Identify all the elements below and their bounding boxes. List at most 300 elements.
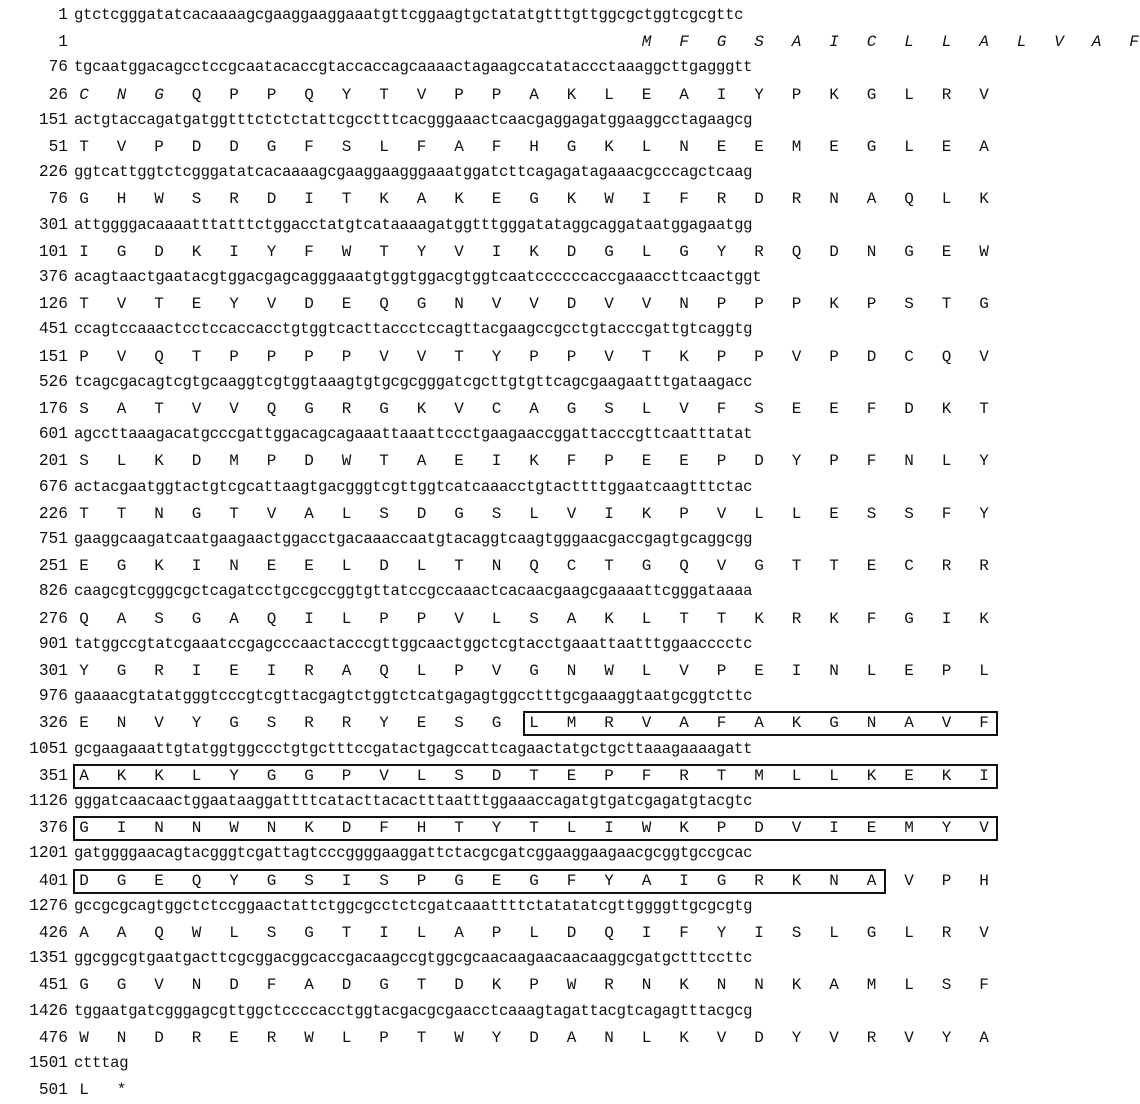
amino-acid-residue: V: [454, 399, 464, 418]
amino-acid-residue: D: [341, 819, 352, 838]
nucleotide-position: 601: [38, 425, 68, 444]
amino-acid-residue: Q: [791, 242, 802, 261]
amino-acid-residue: R: [866, 1028, 877, 1047]
amino-acid-residue: N: [116, 714, 127, 733]
nucleotide-sequence: gggatcaacaactggaataaggattttcatacttacactttaatttggaaaccagatgtgatcgagatgtacgtc: [74, 792, 753, 810]
amino-acid-residue: V: [641, 295, 652, 314]
amino-acid-residue: Y: [229, 766, 239, 785]
nucleotide-position: 826: [38, 582, 68, 601]
amino-acid-residue: W: [229, 819, 239, 838]
amino-acid-residue: N: [829, 190, 839, 209]
amino-acid-sequence: [78, 972, 1018, 999]
amino-acid-residue: D: [754, 452, 764, 471]
amino-acid-residue: P: [416, 871, 427, 890]
amino-acid-residue: T: [341, 190, 352, 209]
amino-acid-sequence: [78, 239, 1018, 266]
nucleotide-sequence: agccttaaagacatgcccgattggacagcagaaattaaattccctgaagaaccggattacccgttcaatttatat: [74, 425, 753, 444]
amino-acid-residue: L: [604, 85, 614, 104]
amino-acid-residue: D: [491, 766, 502, 785]
amino-acid-position: 501: [38, 1081, 68, 1100]
amino-acid-residue: Q: [379, 661, 389, 680]
amino-acid-residue: R: [154, 661, 164, 680]
amino-acid-residue: F: [716, 714, 727, 733]
amino-acid-residue: R: [604, 714, 614, 733]
nucleotide-row: [0, 578, 1024, 605]
amino-acid-row: [0, 606, 1024, 633]
amino-acid-residue: S: [79, 399, 89, 418]
amino-acid-residue: A: [1091, 33, 1102, 52]
amino-acid-residue: E: [829, 504, 839, 523]
amino-acid-residue: L: [754, 504, 764, 523]
amino-acid-residue: F: [266, 976, 277, 995]
amino-acid-residue: E: [154, 871, 164, 890]
amino-acid-sequence: [78, 29, 1139, 56]
amino-acid-residue: F: [679, 923, 689, 942]
amino-acid-residue: D: [191, 452, 202, 471]
amino-acid-residue: P: [716, 347, 727, 366]
amino-acid-residue: R: [941, 557, 952, 576]
amino-acid-residue: F: [866, 609, 877, 628]
amino-acid-residue: V: [791, 347, 802, 366]
amino-acid-residue: V: [716, 1028, 727, 1047]
amino-acid-residue: G: [229, 714, 239, 733]
amino-acid-residue: Y: [716, 923, 727, 942]
amino-acid-residue: I: [604, 504, 614, 523]
amino-acid-position: 426: [38, 923, 68, 942]
amino-acid-residue: R: [679, 766, 689, 785]
amino-acid-residue: N: [679, 295, 689, 314]
amino-acid-residue: K: [791, 976, 802, 995]
amino-acid-residue: C: [866, 33, 877, 52]
amino-acid-residue: V: [604, 295, 614, 314]
amino-acid-residue: V: [116, 347, 127, 366]
amino-acid-residue: G: [116, 661, 127, 680]
amino-acid-residue: P: [604, 766, 614, 785]
amino-acid-residue: I: [116, 819, 127, 838]
amino-acid-residue: G: [304, 766, 314, 785]
amino-acid-residue: A: [529, 399, 539, 418]
amino-acid-residue: R: [191, 1028, 202, 1047]
amino-acid-residue: K: [529, 242, 539, 261]
amino-acid-residue: M: [791, 137, 802, 156]
amino-acid-residue: E: [941, 137, 952, 156]
amino-acid-residue: C: [904, 557, 914, 576]
amino-acid-residue: L: [641, 609, 652, 628]
amino-acid-residue: K: [604, 137, 614, 156]
nucleotide-row: [0, 107, 1024, 134]
amino-acid-sequence: [78, 344, 1018, 371]
amino-acid-residue: R: [304, 661, 314, 680]
amino-acid-residue: A: [529, 85, 539, 104]
amino-acid-residue: Y: [266, 242, 277, 261]
amino-acid-residue: L: [791, 504, 802, 523]
amino-acid-residue: F: [941, 504, 952, 523]
amino-acid-residue: W: [79, 1028, 89, 1047]
amino-acid-residue: F: [679, 33, 689, 52]
amino-acid-residue: G: [266, 766, 277, 785]
amino-acid-residue: L: [941, 190, 952, 209]
amino-acid-residue: I: [304, 609, 314, 628]
nucleotide-sequence: gaaaacgtatatgggtcccgtcgttacgagtctggtctcatgagagtggcctttgcgaaaggtaatgcggtcttc: [74, 687, 753, 706]
nucleotide-row: [0, 159, 1024, 186]
amino-acid-residue: N: [229, 557, 239, 576]
amino-acid-residue: T: [941, 295, 952, 314]
amino-acid-residue: L: [79, 1081, 89, 1100]
amino-acid-residue: T: [604, 557, 614, 576]
amino-acid-residue: V: [1054, 33, 1064, 52]
amino-acid-residue: K: [191, 242, 202, 261]
amino-acid-residue: K: [829, 85, 839, 104]
amino-acid-residue: G: [566, 399, 577, 418]
amino-acid-residue: V: [154, 714, 164, 733]
amino-acid-residue: L: [341, 609, 352, 628]
amino-acid-residue: A: [866, 871, 877, 890]
amino-acid-residue: I: [979, 766, 989, 785]
amino-acid-residue: H: [979, 871, 989, 890]
amino-acid-residue: L: [641, 661, 652, 680]
amino-acid-residue: A: [454, 923, 464, 942]
amino-acid-row: [0, 291, 1024, 318]
amino-acid-residue: E: [866, 557, 877, 576]
amino-acid-residue: E: [791, 399, 802, 418]
amino-acid-residue: V: [529, 295, 539, 314]
amino-acid-residue: N: [716, 976, 727, 995]
amino-acid-residue: P: [304, 347, 314, 366]
nucleotide-position: 376: [38, 268, 68, 286]
amino-acid-residue: E: [79, 557, 89, 576]
amino-acid-residue: P: [791, 85, 802, 104]
amino-acid-residue: Y: [979, 452, 989, 471]
amino-acid-position: 401: [38, 871, 68, 890]
amino-acid-position: 126: [38, 295, 68, 314]
amino-acid-residue: T: [716, 609, 727, 628]
amino-acid-residue: K: [791, 714, 802, 733]
amino-acid-residue: D: [416, 504, 427, 523]
amino-acid-residue: V: [379, 766, 389, 785]
amino-acid-residue: I: [829, 819, 839, 838]
amino-acid-residue: T: [679, 609, 689, 628]
amino-acid-row: [0, 501, 1024, 528]
amino-acid-residue: V: [116, 137, 127, 156]
nucleotide-row: [0, 474, 1024, 501]
amino-acid-residue: P: [566, 347, 577, 366]
amino-acid-residue: W: [154, 190, 164, 209]
nucleotide-sequence: gaaggcaagatcaatgaagaactggacctgacaaaccaatgtacaggtcaagtgggaacgaccgagtgcaggcgg: [74, 530, 753, 548]
amino-acid-residue: L: [791, 766, 802, 785]
nucleotide-sequence: actacgaatggtactgtcgcattaagtgacgggtcgttggtcatcaaacctgtacttttggaatcaagtttctac: [74, 477, 753, 496]
amino-acid-residue: K: [379, 190, 389, 209]
amino-acid-residue: N: [866, 714, 877, 733]
amino-acid-residue: T: [416, 976, 427, 995]
amino-acid-residue: F: [416, 137, 427, 156]
amino-acid-residue: K: [116, 766, 127, 785]
amino-acid-residue: N: [829, 871, 839, 890]
amino-acid-residue: I: [679, 871, 689, 890]
amino-acid-residue: P: [529, 976, 539, 995]
amino-acid-residue: V: [229, 399, 239, 418]
amino-acid-residue: D: [79, 871, 89, 890]
amino-acid-residue: T: [454, 819, 464, 838]
amino-acid-residue: R: [791, 190, 802, 209]
amino-acid-row: [0, 396, 1024, 423]
amino-acid-residue: N: [116, 1028, 127, 1047]
amino-acid-residue: T: [454, 347, 464, 366]
amino-acid-residue: A: [566, 1028, 577, 1047]
amino-acid-residue: L: [341, 1028, 352, 1047]
amino-acid-residue: D: [266, 190, 277, 209]
amino-acid-residue: V: [716, 504, 727, 523]
amino-acid-residue: W: [341, 452, 352, 471]
amino-acid-residue: G: [266, 137, 277, 156]
amino-acid-residue: L: [979, 661, 989, 680]
amino-acid-residue: S: [341, 137, 352, 156]
amino-acid-residue: D: [754, 819, 764, 838]
amino-acid-residue: M: [754, 766, 764, 785]
amino-acid-residue: G: [829, 714, 839, 733]
amino-acid-residue: T: [191, 347, 202, 366]
amino-acid-residue: C: [904, 347, 914, 366]
amino-acid-residue: K: [941, 766, 952, 785]
amino-acid-residue: L: [904, 923, 914, 942]
amino-acid-residue: S: [904, 504, 914, 523]
amino-acid-residue: F: [304, 137, 314, 156]
amino-acid-residue: S: [454, 766, 464, 785]
amino-acid-residue: K: [679, 347, 689, 366]
amino-acid-residue: D: [229, 976, 239, 995]
amino-acid-residue: M: [229, 452, 239, 471]
nucleotide-row: [0, 631, 1024, 658]
amino-acid-residue: P: [154, 137, 164, 156]
amino-acid-residue: E: [229, 1028, 239, 1047]
amino-acid-residue: G: [79, 190, 89, 209]
amino-acid-residue: G: [904, 242, 914, 261]
amino-acid-residue: E: [191, 295, 202, 314]
peptide-highlight-box: [523, 711, 998, 736]
amino-acid-residue: N: [491, 557, 502, 576]
nucleotide-position: 451: [38, 320, 68, 339]
amino-acid-residue: W: [566, 976, 577, 995]
amino-acid-residue: L: [529, 714, 539, 733]
amino-acid-residue: Q: [266, 399, 277, 418]
amino-acid-residue: S: [79, 452, 89, 471]
amino-acid-residue: G: [904, 609, 914, 628]
amino-acid-residue: E: [866, 819, 877, 838]
amino-acid-residue: H: [529, 137, 539, 156]
nucleotide-position: 151: [38, 110, 68, 129]
amino-acid-residue: G: [191, 504, 202, 523]
amino-acid-residue: Q: [379, 295, 389, 314]
amino-acid-residue: F: [566, 871, 577, 890]
amino-acid-residue: Y: [341, 85, 352, 104]
amino-acid-residue: E: [79, 714, 89, 733]
amino-acid-residue: G: [754, 557, 764, 576]
amino-acid-row: [0, 1025, 1024, 1052]
amino-acid-residue: G: [979, 295, 989, 314]
amino-acid-residue: N: [904, 452, 914, 471]
amino-acid-residue: T: [79, 295, 89, 314]
nucleotide-row: [0, 998, 1024, 1025]
amino-acid-residue: Y: [941, 1028, 952, 1047]
nucleotide-position: 676: [38, 477, 68, 496]
amino-acid-residue: R: [979, 557, 989, 576]
amino-acid-residue: T: [716, 766, 727, 785]
amino-acid-position: 26: [48, 85, 68, 104]
amino-acid-position: 276: [38, 609, 68, 628]
amino-acid-residue: K: [491, 976, 502, 995]
amino-acid-row: [0, 239, 1024, 266]
amino-acid-residue: S: [754, 33, 764, 52]
amino-acid-residue: P: [716, 661, 727, 680]
amino-acid-residue: Q: [154, 923, 164, 942]
amino-acid-sequence: [78, 1025, 1018, 1052]
nucleotide-position: 1426: [29, 1001, 68, 1020]
nucleotide-row: [0, 945, 1024, 972]
amino-acid-residue: L: [529, 923, 539, 942]
nucleotide-position: 526: [38, 372, 68, 391]
amino-acid-residue: G: [79, 819, 89, 838]
amino-acid-residue: E: [454, 452, 464, 471]
amino-acid-residue: P: [379, 609, 389, 628]
amino-acid-residue: E: [416, 714, 427, 733]
amino-acid-residue: I: [491, 242, 502, 261]
amino-acid-residue: V: [904, 1028, 914, 1047]
amino-acid-residue: A: [79, 766, 89, 785]
amino-acid-residue: P: [829, 347, 839, 366]
amino-acid-residue: Y: [791, 1028, 802, 1047]
amino-acid-residue: P: [416, 609, 427, 628]
amino-acid-position: 1: [58, 33, 68, 52]
amino-acid-residue: T: [379, 242, 389, 261]
amino-acid-residue: E: [941, 242, 952, 261]
amino-acid-residue: N: [191, 976, 202, 995]
amino-acid-residue: H: [416, 819, 427, 838]
amino-acid-residue: G: [191, 609, 202, 628]
amino-acid-residue: L: [416, 661, 427, 680]
amino-acid-residue: V: [679, 661, 689, 680]
amino-acid-residue: D: [379, 557, 389, 576]
amino-acid-residue: G: [866, 137, 877, 156]
amino-acid-residue: I: [266, 661, 277, 680]
amino-acid-residue: V: [716, 557, 727, 576]
amino-acid-residue: K: [941, 399, 952, 418]
amino-acid-residue: T: [791, 557, 802, 576]
amino-acid-residue: F: [979, 714, 989, 733]
amino-acid-residue: N: [604, 1028, 614, 1047]
amino-acid-sequence: [78, 291, 1018, 318]
nucleotide-sequence: tatggccgtatcgaaatccgagcccaactacccgttggcaactggctcgtacctgaaattaatttggaacccctc: [74, 634, 753, 653]
nucleotide-row: [0, 840, 1024, 867]
amino-acid-residue: V: [791, 819, 802, 838]
amino-acid-residue: G: [679, 242, 689, 261]
nucleotide-sequence: gatggggaacagtacgggtcgattagtcccggggaaggattctacgcgatcggaaggaagaacgcggtgccgcac: [74, 844, 753, 863]
nucleotide-sequence: gcgaagaaattgtatggtggccctgtgctttccgatactgagccattcagaactatgctgcttaaagaaaagatt: [74, 739, 753, 758]
amino-acid-residue: E: [829, 399, 839, 418]
amino-acid-residue: I: [79, 242, 89, 261]
amino-acid-residue: I: [716, 85, 727, 104]
amino-acid-residue: N: [566, 661, 577, 680]
amino-acid-row: [0, 344, 1024, 371]
amino-acid-residue: A: [79, 923, 89, 942]
nucleotide-position: 901: [38, 634, 68, 653]
amino-acid-residue: F: [1129, 33, 1139, 52]
amino-acid-residue: P: [266, 452, 277, 471]
amino-acid-residue: A: [116, 923, 127, 942]
amino-acid-residue: G: [379, 399, 389, 418]
amino-acid-residue: P: [341, 347, 352, 366]
amino-acid-residue: Q: [79, 609, 89, 628]
amino-acid-residue: K: [566, 190, 577, 209]
amino-acid-residue: G: [379, 976, 389, 995]
amino-acid-residue: G: [604, 242, 614, 261]
amino-acid-residue: D: [754, 190, 764, 209]
amino-acid-residue: E: [829, 137, 839, 156]
amino-acid-residue: G: [116, 557, 127, 576]
amino-acid-residue: A: [679, 85, 689, 104]
amino-acid-residue: W: [304, 1028, 314, 1047]
amino-acid-residue: R: [266, 1028, 277, 1047]
amino-acid-residue: Y: [379, 714, 389, 733]
amino-acid-residue: D: [829, 242, 839, 261]
amino-acid-residue: L: [416, 923, 427, 942]
amino-acid-residue: T: [829, 557, 839, 576]
amino-acid-residue: K: [679, 976, 689, 995]
amino-acid-residue: L: [829, 766, 839, 785]
amino-acid-residue: I: [604, 819, 614, 838]
amino-acid-residue: G: [566, 137, 577, 156]
amino-acid-residue: G: [454, 871, 464, 890]
amino-acid-residue: A: [979, 137, 989, 156]
amino-acid-residue: A: [116, 399, 127, 418]
amino-acid-position: 76: [48, 190, 68, 209]
amino-acid-residue: R: [754, 242, 764, 261]
amino-acid-residue: S: [304, 871, 314, 890]
amino-acid-residue: L: [641, 242, 652, 261]
amino-acid-residue: V: [116, 295, 127, 314]
amino-acid-residue: E: [754, 137, 764, 156]
amino-acid-residue: G: [866, 85, 877, 104]
amino-acid-sequence: [78, 448, 1018, 475]
amino-acid-residue: G: [641, 557, 652, 576]
amino-acid-position: 151: [38, 347, 68, 366]
amino-acid-residue: S: [791, 923, 802, 942]
amino-acid-residue: E: [491, 190, 502, 209]
amino-acid-residue: D: [454, 976, 464, 995]
amino-acid-sequence: [78, 501, 1018, 528]
nucleotide-position: 1051: [29, 739, 68, 758]
amino-acid-residue: Q: [266, 609, 277, 628]
amino-acid-residue: K: [679, 819, 689, 838]
amino-acid-residue: L: [641, 137, 652, 156]
amino-acid-residue: Q: [154, 347, 164, 366]
amino-acid-residue: T: [416, 1028, 427, 1047]
amino-acid-residue: G: [454, 504, 464, 523]
amino-acid-position: 476: [38, 1028, 68, 1047]
amino-acid-sequence: [78, 658, 1018, 685]
amino-acid-residue: S: [904, 295, 914, 314]
amino-acid-residue: L: [941, 33, 952, 52]
amino-acid-residue: V: [979, 347, 989, 366]
amino-acid-residue: K: [154, 557, 164, 576]
amino-acid-residue: K: [529, 452, 539, 471]
amino-acid-residue: D: [154, 1028, 164, 1047]
amino-acid-residue: L: [116, 452, 127, 471]
amino-acid-residue: D: [304, 295, 314, 314]
amino-acid-residue: G: [529, 661, 539, 680]
amino-acid-residue: I: [941, 609, 952, 628]
amino-acid-residue: Y: [416, 242, 427, 261]
amino-acid-residue: A: [341, 661, 352, 680]
amino-acid-residue: T: [79, 504, 89, 523]
